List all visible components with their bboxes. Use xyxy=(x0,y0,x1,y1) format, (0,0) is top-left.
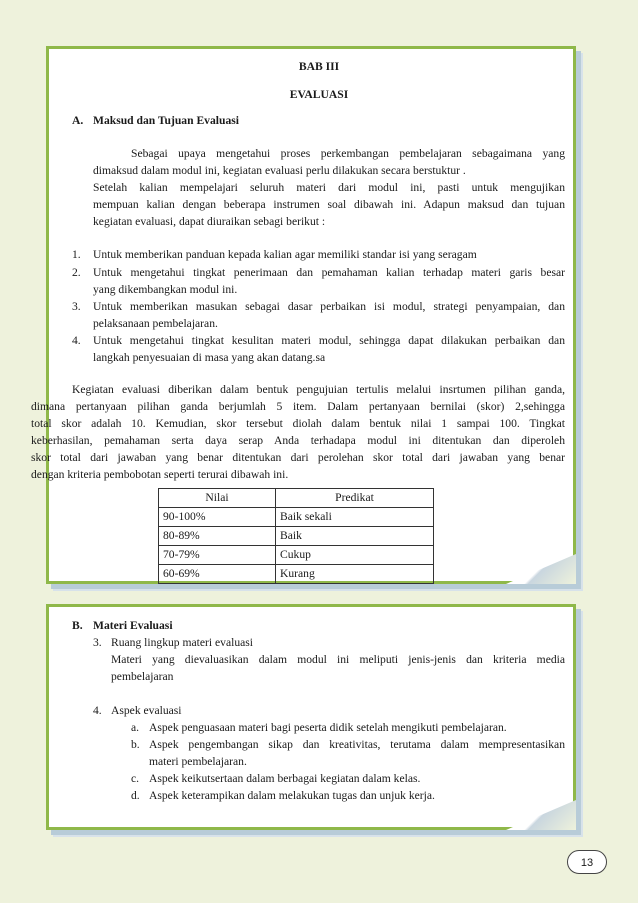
para2-line: skor total dari jawaban yang benar ditentukan dari perolehan skor total dari jawaban yang benar xyxy=(31,451,565,464)
list-item: Untuk memberikan masukan sebagai dasar perbaikan isi modul, strategi penyampaian, dan xyxy=(93,300,565,313)
para2-line: Kegiatan evaluasi diberikan dalam bentuk pengujuian tertulis melalui insrtumen pilihan ganda, xyxy=(72,383,565,396)
section-a-letter: A. xyxy=(72,114,84,127)
table-cell: 80-89% xyxy=(159,527,276,546)
table-cell: Baik xyxy=(276,527,434,546)
table-header-nilai: Nilai xyxy=(159,489,276,508)
item4-number: 4. xyxy=(93,704,102,717)
sub-letter: c. xyxy=(131,772,140,785)
page-curl xyxy=(506,554,576,584)
chapter-title: EVALUASI xyxy=(289,88,349,101)
para2-line: dengan kriteria pembobotan seperti terurai dibawah ini. xyxy=(31,468,289,481)
item3-number: 3. xyxy=(93,636,102,649)
list-item: Untuk mengetahui tingkat kesulitan materi modul, sehingga dapat dilakukan perbaikan dan xyxy=(93,334,565,347)
table-row xyxy=(159,527,434,546)
sub-letter: d. xyxy=(131,789,140,802)
sub-letter: a. xyxy=(131,721,140,734)
para1-line: Setelah kalian mempelajari seluruh materi dari modul ini, pasti untuk mengujikan xyxy=(93,181,565,194)
page-number: 13 xyxy=(567,850,607,874)
item3-title: Ruang lingkup materi evaluasi xyxy=(111,636,253,649)
list-number: 2. xyxy=(72,266,81,279)
evaluation-table xyxy=(158,488,434,584)
table-cell: Kurang xyxy=(276,565,434,584)
section-b-title: Materi Evaluasi xyxy=(93,619,173,632)
list-item: Untuk mengetahui tingkat penerimaan dan pemahaman kalian terhadap materi garis besar xyxy=(93,266,565,279)
table-row xyxy=(159,508,434,527)
para2-line: total skor adalah 10. Kemudian, skor tersebut diolah dalam bentuk nilai 1 sampai 100. Tingkat xyxy=(31,417,565,430)
page-curl xyxy=(506,800,576,830)
section-a-title: Maksud dan Tujuan Evaluasi xyxy=(93,114,239,127)
sub-letter: b. xyxy=(131,738,140,751)
table-cell: Cukup xyxy=(276,546,434,565)
list-number: 3. xyxy=(72,300,81,313)
item3-line: Materi yang dievaluasikan dalam modul ini meliputi jenis-jenis dan kriteria media xyxy=(111,653,565,666)
list-number: 4. xyxy=(72,334,81,347)
list-item: yang dikembangkan modul ini. xyxy=(93,283,238,296)
sub-item: Aspek penguasaan materi bagi peserta didik setelah mengikuti pembelajaran. xyxy=(149,721,507,734)
table-cell: 90-100% xyxy=(159,508,276,527)
para1-line: mempuan kalian dengan beberapa instrumen soal dibawah ini. Adapun maksud dan tujuan xyxy=(93,198,565,211)
item4-title: Aspek evaluasi xyxy=(111,704,182,717)
para2-line: dimana pertanyaan pilihan ganda berjumlah 5 item. Dalam pertanyaan bernilai (skor) 2,sehingga xyxy=(31,400,565,413)
table-header-predikat: Predikat xyxy=(276,489,434,508)
para2-line: keberhasilan, pemahaman serta daya serap Anda terhadapa modul ini ditentukan dan diperoleh xyxy=(31,434,565,447)
sub-item: Aspek pengembangan sikap dan kreativitas, terutama dalam mempresentasikan xyxy=(149,738,565,751)
table-row xyxy=(159,546,434,565)
sub-item: Aspek keterampikan dalam melakukan tugas dan unjuk kerja. xyxy=(149,789,435,802)
list-item: langkah penyesuaian di masa yang akan datang.sa xyxy=(93,351,326,364)
para1-line: kegiatan evaluasi, dapat diuraikan sebagi berikut : xyxy=(93,215,326,228)
para1-line: dimaksud dalam modul ini, kegiatan evaluasi perlu dilakukan secara berstuktur . xyxy=(93,164,466,177)
table-cell: Baik sekali xyxy=(276,508,434,527)
list-item: pelaksanaan pembelajaran. xyxy=(93,317,218,330)
sub-item: materi pembelajaran. xyxy=(149,755,247,768)
table-cell: 70-79% xyxy=(159,546,276,565)
chapter-label: BAB III xyxy=(298,60,340,73)
table-cell: 60-69% xyxy=(159,565,276,584)
list-number: 1. xyxy=(72,248,81,261)
section-b-letter: B. xyxy=(72,619,83,632)
list-item: Untuk memberikan panduan kepada kalian agar memiliki standar isi yang seragam xyxy=(93,248,477,261)
para1-line: Sebagai upaya mengetahui proses perkembangan pembelajaran sebagaimana yang xyxy=(131,147,565,160)
sub-item: Aspek keikutsertaan dalam berbagai kegiatan dalam kelas. xyxy=(149,772,421,785)
table-header-row xyxy=(159,489,434,508)
item3-line: pembelajaran xyxy=(111,670,174,683)
table-row xyxy=(159,565,434,584)
